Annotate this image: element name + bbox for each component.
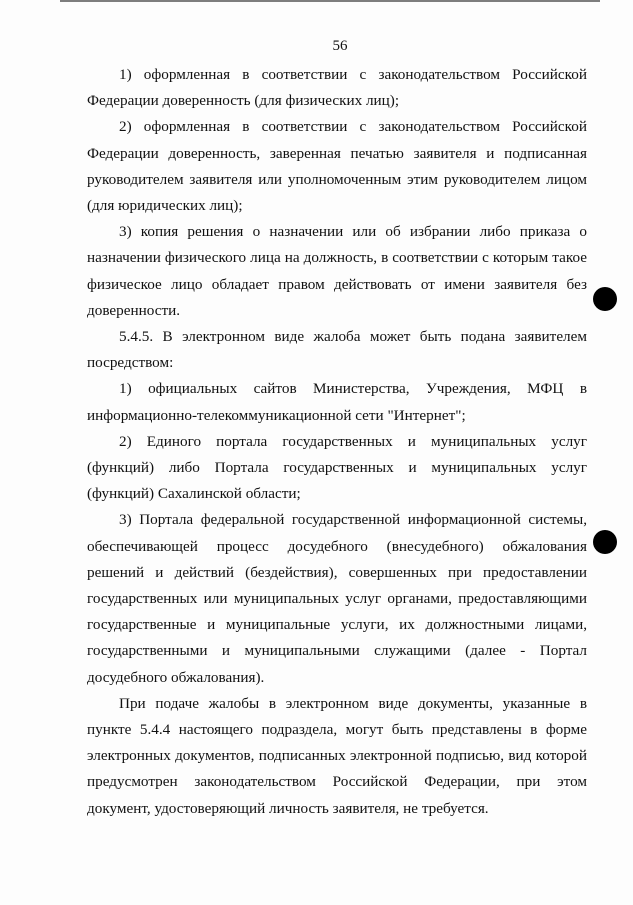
paragraph: 3) копия решения о назначении или об избрании либо приказа о назначении физического лица на должность, в соответствии с которым такое физическое лицо обладает правом действовать от имени заявителя без доверенности. [87, 223, 587, 319]
paragraph: 5.4.5. В электронном виде жалоба может быть подана заявителем посредством: [87, 328, 587, 372]
paragraph: 3) Портала федеральной государственной информационной системы, обеспечивающей процесс досудебного (внесудебного) обжалования решений и действий (бездействия), совершенных при предоставлении государственных или муниципальных услуг органами, предоставляющими государственные и муниципальные услуги, их должностными лицами, государственными и муниципальными служащими (далее - Портал досудебного обжалования). [87, 511, 587, 686]
punch-hole-mark [593, 287, 617, 311]
paragraph: 1) официальных сайтов Министерства, Учреждения, МФЦ в информационно-телекоммуникационной сети "Интернет"; [87, 380, 587, 424]
page-number: 56 [332, 38, 348, 54]
punch-hole-mark [593, 530, 617, 554]
top-edge-line [60, 0, 600, 2]
paragraph: 2) оформленная в соответствии с законодательством Российской Федерации доверенность, заверенная печатью заявителя и подписанная руководителем заявителя или уполномоченным этим руководителем лицом (для юридических лиц); [87, 118, 587, 215]
document-body [87, 62, 587, 822]
paragraph: При подаче жалобы в электронном виде документы, указанные в пункте 5.4.4 настоящего подраздела, могут быть представлены в форме электронных документов, подписанных электронной подписью, вид которой предусмотрен законодательством Российской Федерации, при этом документ, удостоверяющий личность заявителя, не требуется. [87, 694, 587, 817]
paragraph: 1) оформленная в соответствии с законодательством Российской Федерации доверенность (для физических лиц); [87, 66, 587, 110]
paragraph: 2) Единого портала государственных и муниципальных услуг (функций) либо Портала государственных и муниципальных услуг (функций) Сахалинской области; [87, 432, 587, 503]
